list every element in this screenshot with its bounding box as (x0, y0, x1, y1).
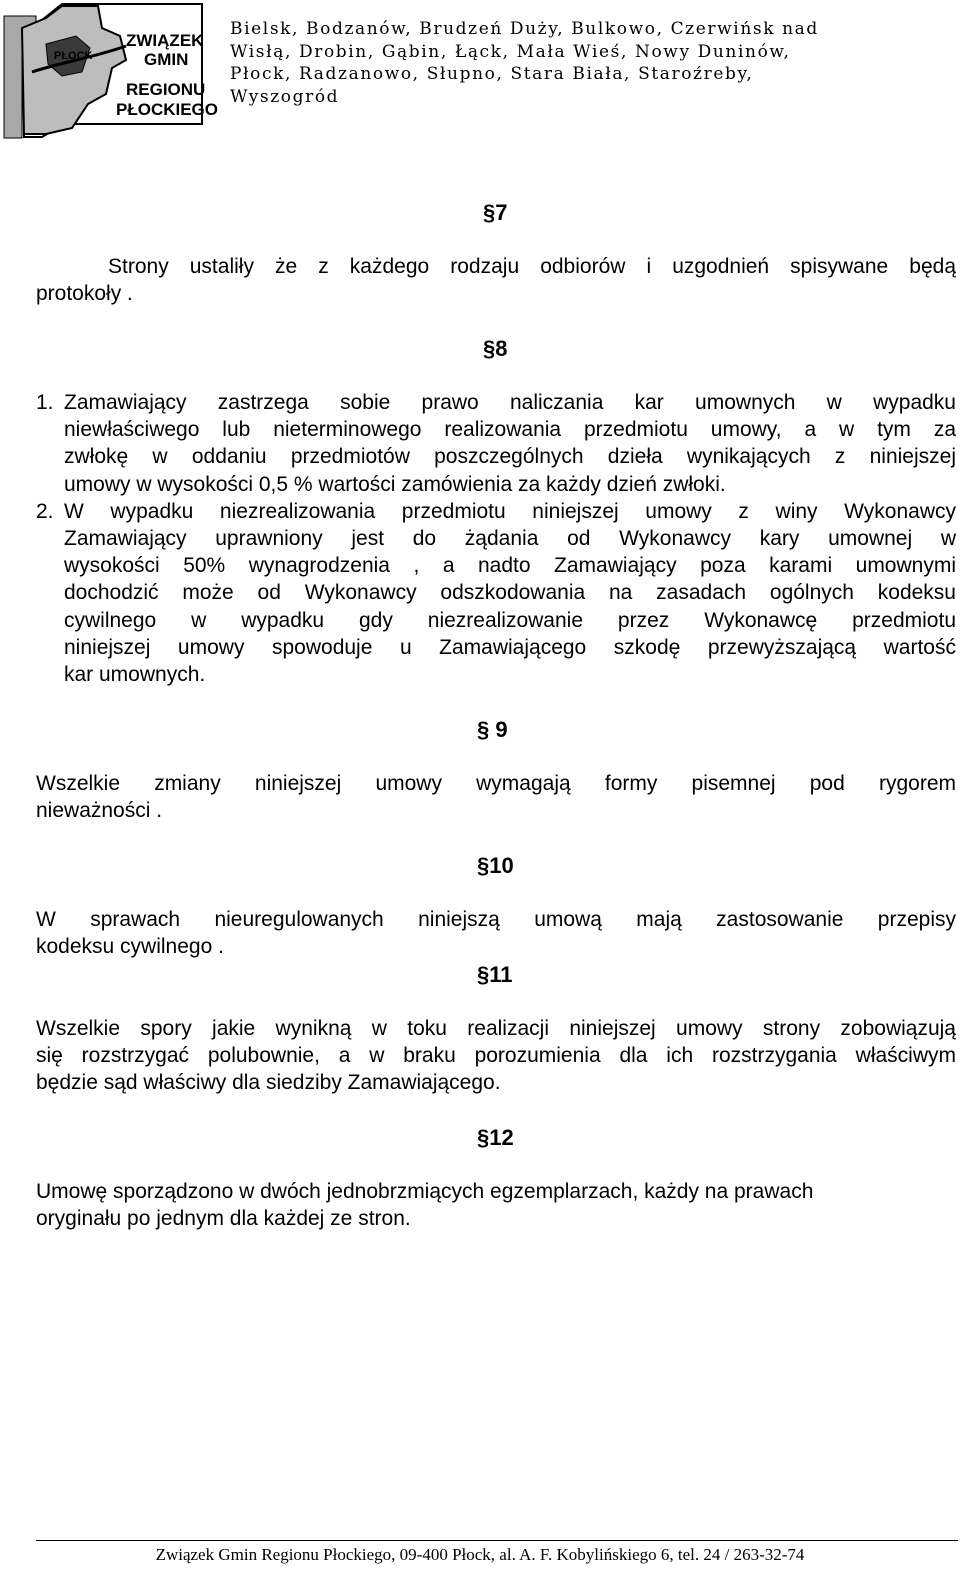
text-line: Wszelkie spory jakie wynikną w toku realizacji niniejszej umowy strony zobowiązują (36, 1017, 956, 1040)
section-10-heading: §10 (477, 853, 514, 878)
text-line: protokoły . (36, 282, 133, 306)
section-11-heading: §11 (477, 962, 513, 987)
text-line: kar umownych. (64, 663, 206, 687)
text-line: niniejszej umowy spowoduje u Zamawiającego szkodę przewyższającą wartość (64, 635, 956, 659)
list-item (36, 389, 956, 498)
text-line: W wypadku niezrealizowania przedmiotu niniejszej umowy z winy Wykonawcy (64, 499, 956, 523)
section-8-heading: §8 (483, 336, 508, 361)
text-line: niewłaściwego lub nieterminowego realizowania przedmiotu umowy, a w tym za (64, 418, 956, 442)
footer-address: Związek Gmin Regionu Płockiego, 09-400 Płock, al. A. F. Kobylińskiego 6, tel. 24 / 263-32-74 (155, 1545, 805, 1564)
text-line: Zamawiający zastrzega sobie prawo naliczania kar umownych w wypadku (64, 391, 956, 414)
text-line: dochodzić może od Wykonawcy odszkodowania na zasadach ogólnych kodeksu (64, 581, 956, 605)
section-8-list (36, 389, 956, 688)
text-line: cywilnego w wypadku gdy niezrealizowanie przez Wykonawcę przedmiotu (64, 608, 956, 632)
section-7-text (36, 253, 956, 307)
text-line: nieważności . (36, 799, 163, 823)
towns-line: Płock, Radzanowo, Słupno, Stara Biała, Staroźreby, (230, 64, 754, 84)
list-item-number: 2. (36, 499, 54, 523)
section-9-heading: § 9 (477, 717, 508, 742)
text-line: zwłokę w oddaniu przedmiotów poszczególnych dzieła wynikających z niniejszej (64, 445, 956, 469)
svg-text:REGIONU: REGIONU (126, 80, 206, 99)
member-towns-list (230, 18, 830, 108)
text-line: się rozstrzygać polubownie, a w braku porozumienia dla ich rozstrzygania właściwym (36, 1044, 956, 1068)
text-line: Zamawiający uprawniony jest do żądania od Wykonawcy kary umownej w (64, 527, 956, 551)
svg-text:ZWIĄZEK: ZWIĄZEK (126, 31, 204, 50)
text-line: będzie sąd właściwy dla siedziby Zamawiającego. (36, 1071, 501, 1095)
section-9-text (36, 770, 956, 824)
text-line: Umowę sporządzono w dwóch jednobrzmiących egzemplarzach, każdy na prawach (36, 1180, 814, 1203)
text-line: wysokości 50% wynagrodzenia , a nadto Zamawiający poza karami umownymi (64, 554, 956, 578)
text-line: oryginału po jednym dla każdej ze stron. (36, 1207, 411, 1231)
association-logo (2, 2, 219, 140)
footer-divider (36, 1540, 958, 1541)
section-7-heading: §7 (483, 200, 508, 225)
section-12-text (36, 1178, 956, 1232)
svg-text:GMIN: GMIN (144, 50, 189, 69)
section-10-text (36, 906, 956, 960)
svg-text:PŁOCKIEGO: PŁOCKIEGO (116, 100, 219, 119)
list-item-number: 1. (36, 391, 54, 414)
text-line: kodeksu cywilnego . (36, 935, 224, 959)
towns-line: Bielsk, Bodzanów, Brudzeń Duży, Bulkowo, Czerwińsk nad (230, 19, 819, 39)
text-line: Wszelkie zmiany niniejszej umowy wymagają formy pisemnej pod rygorem (36, 772, 956, 795)
section-12-heading: §12 (477, 1125, 514, 1150)
section-11-text (36, 1015, 956, 1097)
text-line: umowy w wysokości 0,5 % wartości zamówienia za każdy dzień zwłoki. (64, 472, 726, 496)
towns-line: Wisłą, Drobin, Gąbin, Łąck, Mała Wieś, Nowy Duninów, (230, 41, 791, 62)
text-line: Strony ustaliły że z każdego rodzaju odbiorów i uzgodnień spisywane będą (108, 255, 956, 278)
towns-line: Wyszogród (230, 86, 340, 107)
list-item (36, 498, 956, 688)
text-line: W sprawach nieuregulowanych niniejszą umową mają zastosowanie przepisy (36, 908, 956, 931)
logo-map-label: PŁOCK (54, 50, 93, 62)
